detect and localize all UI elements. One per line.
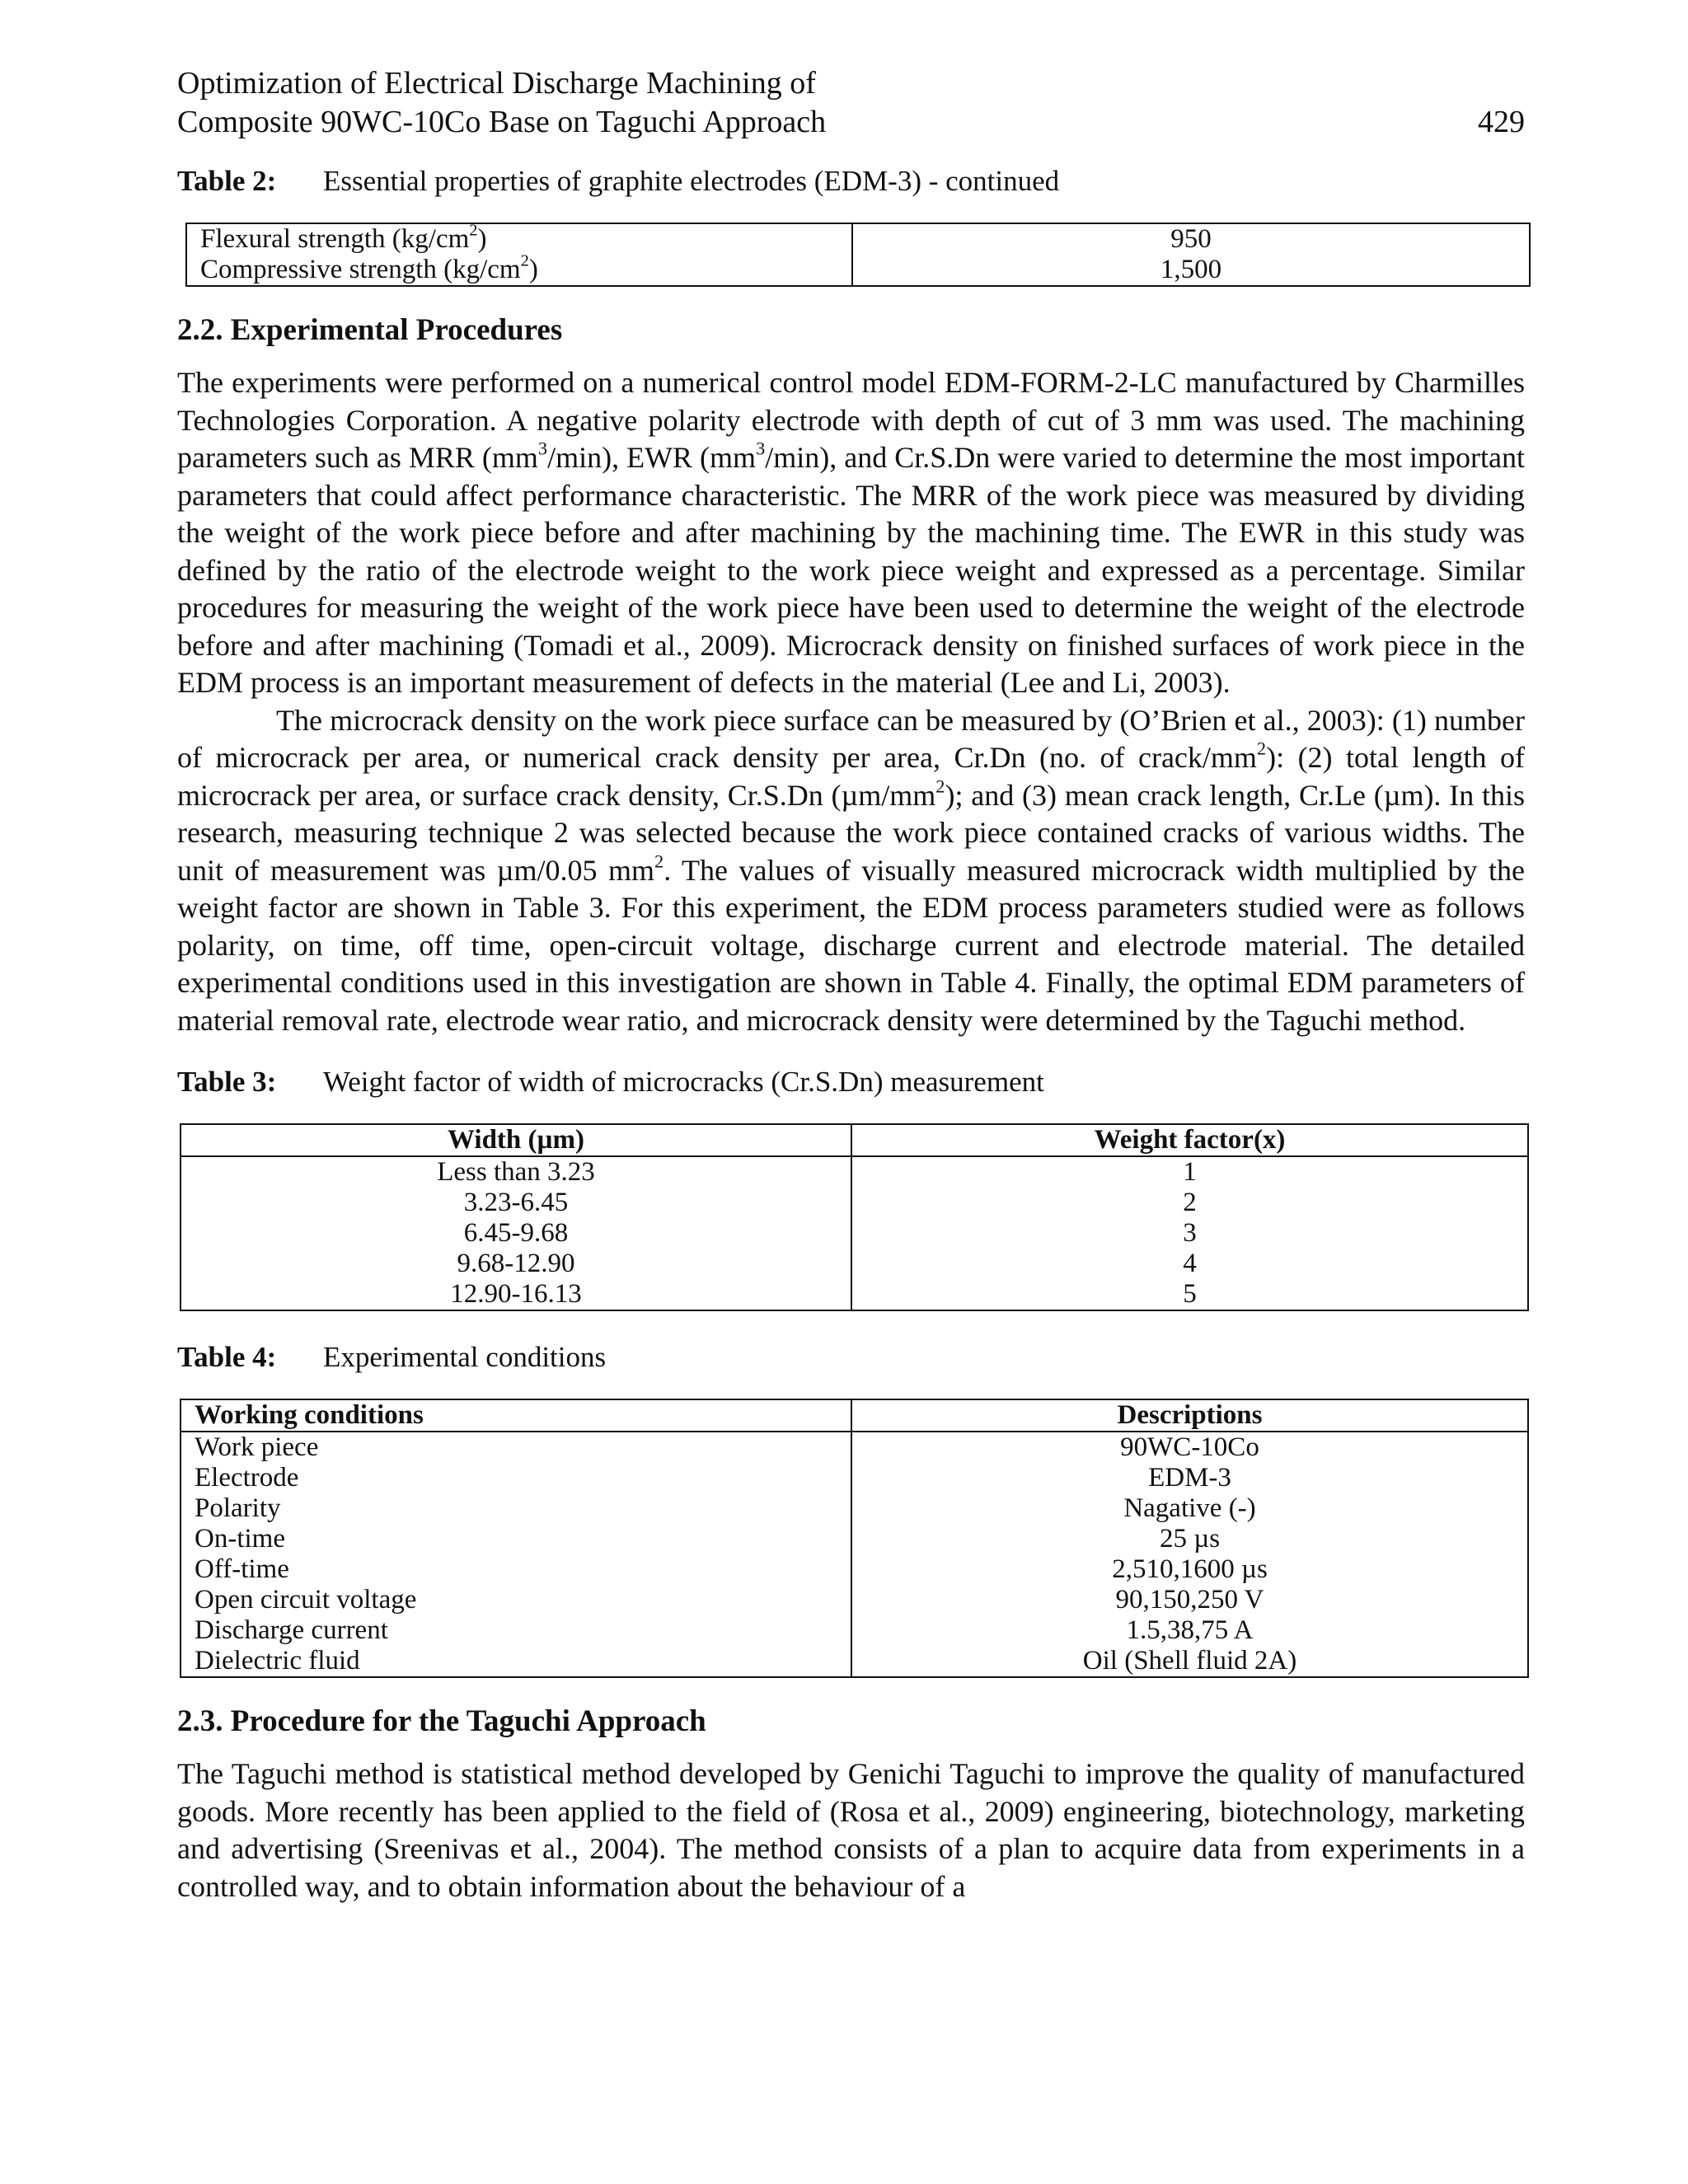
table3-caption-text: Weight factor of width of microcracks (Cr.S.Dn) measurement (323, 1066, 1044, 1098)
table-cell: Dielectric fluid (181, 1646, 851, 1677)
table2-value-cell: 1,500 (852, 255, 1530, 286)
table2-property-cell: Flexural strength $(kg/cm^2)$ (186, 223, 852, 255)
table3-header-weight: Weight factor(x) (851, 1124, 1528, 1156)
table-row (181, 1218, 1528, 1249)
table-cell: 1 (851, 1156, 1528, 1188)
table-row (181, 1188, 1528, 1218)
section-heading-2-2: 2.2. Experimental Procedures (177, 313, 563, 347)
table-cell: Off-time (181, 1554, 851, 1585)
table-cell: On-time (181, 1524, 851, 1554)
table-cell: 2,510,1600 µs (851, 1554, 1528, 1585)
table2-caption (177, 163, 1525, 199)
table3-caption (177, 1064, 1525, 1100)
paragraph: The microcrack density on the work piece surface can be measured by (O’Brien et al., 2003): (1) number of microcrack per area, or numerical crack density per area, Cr.Dn (no. of crack/$mm^2$): (2) total length of microcrack per area, or surface crack density, Cr.S.Dn $(\mu m/mm^2)$; and (3) mean crack length, Cr.Le (µm). In this research, measuring technique 2 was selected because the work piece contained cracks of various widths. The unit of measurement was µm/0.05 $mm^2$. The values of visually measured microcrack width multiplied by the weight factor are shown in Table 3. For this experiment, the EDM process parameters studied were as follows polarity, on time, off time, open-circuit voltage, discharge current and electrode material. The detailed experimental conditions used in this investigation are shown in Table 4. Finally, the optimal EDM parameters of material removal rate, electrode wear ratio, and microcrack density were determined by the Taguchi method. (177, 703, 1525, 1037)
table-row (181, 1249, 1528, 1279)
table4 (180, 1399, 1529, 1678)
table-row (181, 1615, 1528, 1646)
header-title-line2: Composite 90WC-10Co Base on Taguchi Approach (177, 105, 827, 139)
table-cell: Polarity (181, 1493, 851, 1524)
table-row (181, 1279, 1528, 1310)
table3 (180, 1123, 1529, 1311)
table-cell: 90WC-10Co (851, 1432, 1528, 1463)
table-row (186, 255, 1530, 286)
table-cell: Nagative (-) (851, 1493, 1528, 1524)
table-cell: 9.68-12.90 (181, 1249, 851, 1279)
header-title-line1: Optimization of Electrical Discharge Machining of (177, 66, 816, 101)
table2 (185, 223, 1531, 287)
paragraph: The experiments were performed on a numerical control model EDM-FORM-2-LC manufactured by Charmilles Technologies Corporation. A negative polarity electrode with depth of cut of 3 mm was used. The machining parameters such as MRR $(mm^3/\min)$, EWR $(mm^3/\min)$, and Cr.S.Dn were varied to determine the most important parameters that could affect performance characteristic. The MRR of the work piece was measured by dividing the weight of the work piece before and after machining by the machining time. The EWR in this study was defined by the ratio of the electrode weight to the work piece weight and expressed as a percentage. Similar procedures for measuring the weight of the work piece have been used to determine the weight of the electrode before and after machining (Tomadi et al., 2009). Microcrack density on finished surfaces of work piece in the EDM process is an important measurement of defects in the material (Lee and Li, 2003). (177, 366, 1526, 699)
table-cell: Electrode (181, 1463, 851, 1493)
table4-header-conditions: Working conditions (181, 1399, 851, 1432)
table2-value-cell: 950 (852, 223, 1530, 255)
table-header-row (181, 1399, 1528, 1432)
table-cell: 1.5,38,75 A (851, 1615, 1528, 1646)
table-cell: 5 (851, 1279, 1528, 1310)
table-cell: 90,150,250 V (851, 1585, 1528, 1615)
table-cell: 3 (851, 1218, 1528, 1249)
table-cell: Oil (Shell fluid 2A) (851, 1646, 1528, 1677)
page-number: 429 (1478, 105, 1525, 139)
table-cell: Less than 3.23 (181, 1156, 851, 1188)
paper-page (177, 64, 1525, 1905)
table3-header-width: Width (µm) (181, 1124, 851, 1156)
table-row (181, 1463, 1528, 1493)
table-row (181, 1493, 1528, 1524)
table-header-row (181, 1124, 1528, 1156)
table4-header-descriptions: Descriptions (851, 1399, 1528, 1432)
table-cell: 25 µs (851, 1524, 1528, 1554)
table2-property-cell: Compressive strength $(kg/cm^2)$ (186, 255, 852, 286)
table-row (181, 1554, 1528, 1585)
table-cell: 4 (851, 1249, 1528, 1279)
table-row (181, 1156, 1528, 1188)
table-row (181, 1432, 1528, 1463)
table4-caption-text: Experimental conditions (323, 1341, 607, 1373)
table-cell: 6.45-9.68 (181, 1218, 851, 1249)
table3-label: Table 3: (177, 1066, 277, 1098)
table-cell: EDM-3 (851, 1463, 1528, 1493)
table-row (181, 1646, 1528, 1677)
table-row (181, 1524, 1528, 1554)
table-cell: Work piece (181, 1432, 851, 1463)
table-cell: 2 (851, 1188, 1528, 1218)
section-heading-2-3: 2.3. Procedure for the Taguchi Approach (177, 1704, 706, 1738)
table-cell: Discharge current (181, 1615, 851, 1646)
table-row (186, 223, 1530, 255)
table-cell: 3.23-6.45 (181, 1188, 851, 1218)
table-row (181, 1585, 1528, 1615)
running-header (177, 64, 1525, 142)
table2-label: Table 2: (177, 165, 277, 197)
table2-caption-text: Essential properties of graphite electrodes (EDM-3) - continued (323, 165, 1060, 197)
table-cell: 12.90-16.13 (181, 1279, 851, 1310)
table-cell: Open circuit voltage (181, 1585, 851, 1615)
table4-caption (177, 1339, 1525, 1376)
table4-label: Table 4: (177, 1341, 277, 1373)
paragraph: The Taguchi method is statistical method developed by Genichi Taguchi to improve the quality of manufactured goods. More recently has been applied to the field of (Rosa et al., 2009) engineering, biotechnology, marketing and advertising (Sreenivas et al., 2004). The method consists of a plan to acquire data from experiments in a controlled way, and to obtain information about the behaviour of a (177, 1757, 1525, 1903)
